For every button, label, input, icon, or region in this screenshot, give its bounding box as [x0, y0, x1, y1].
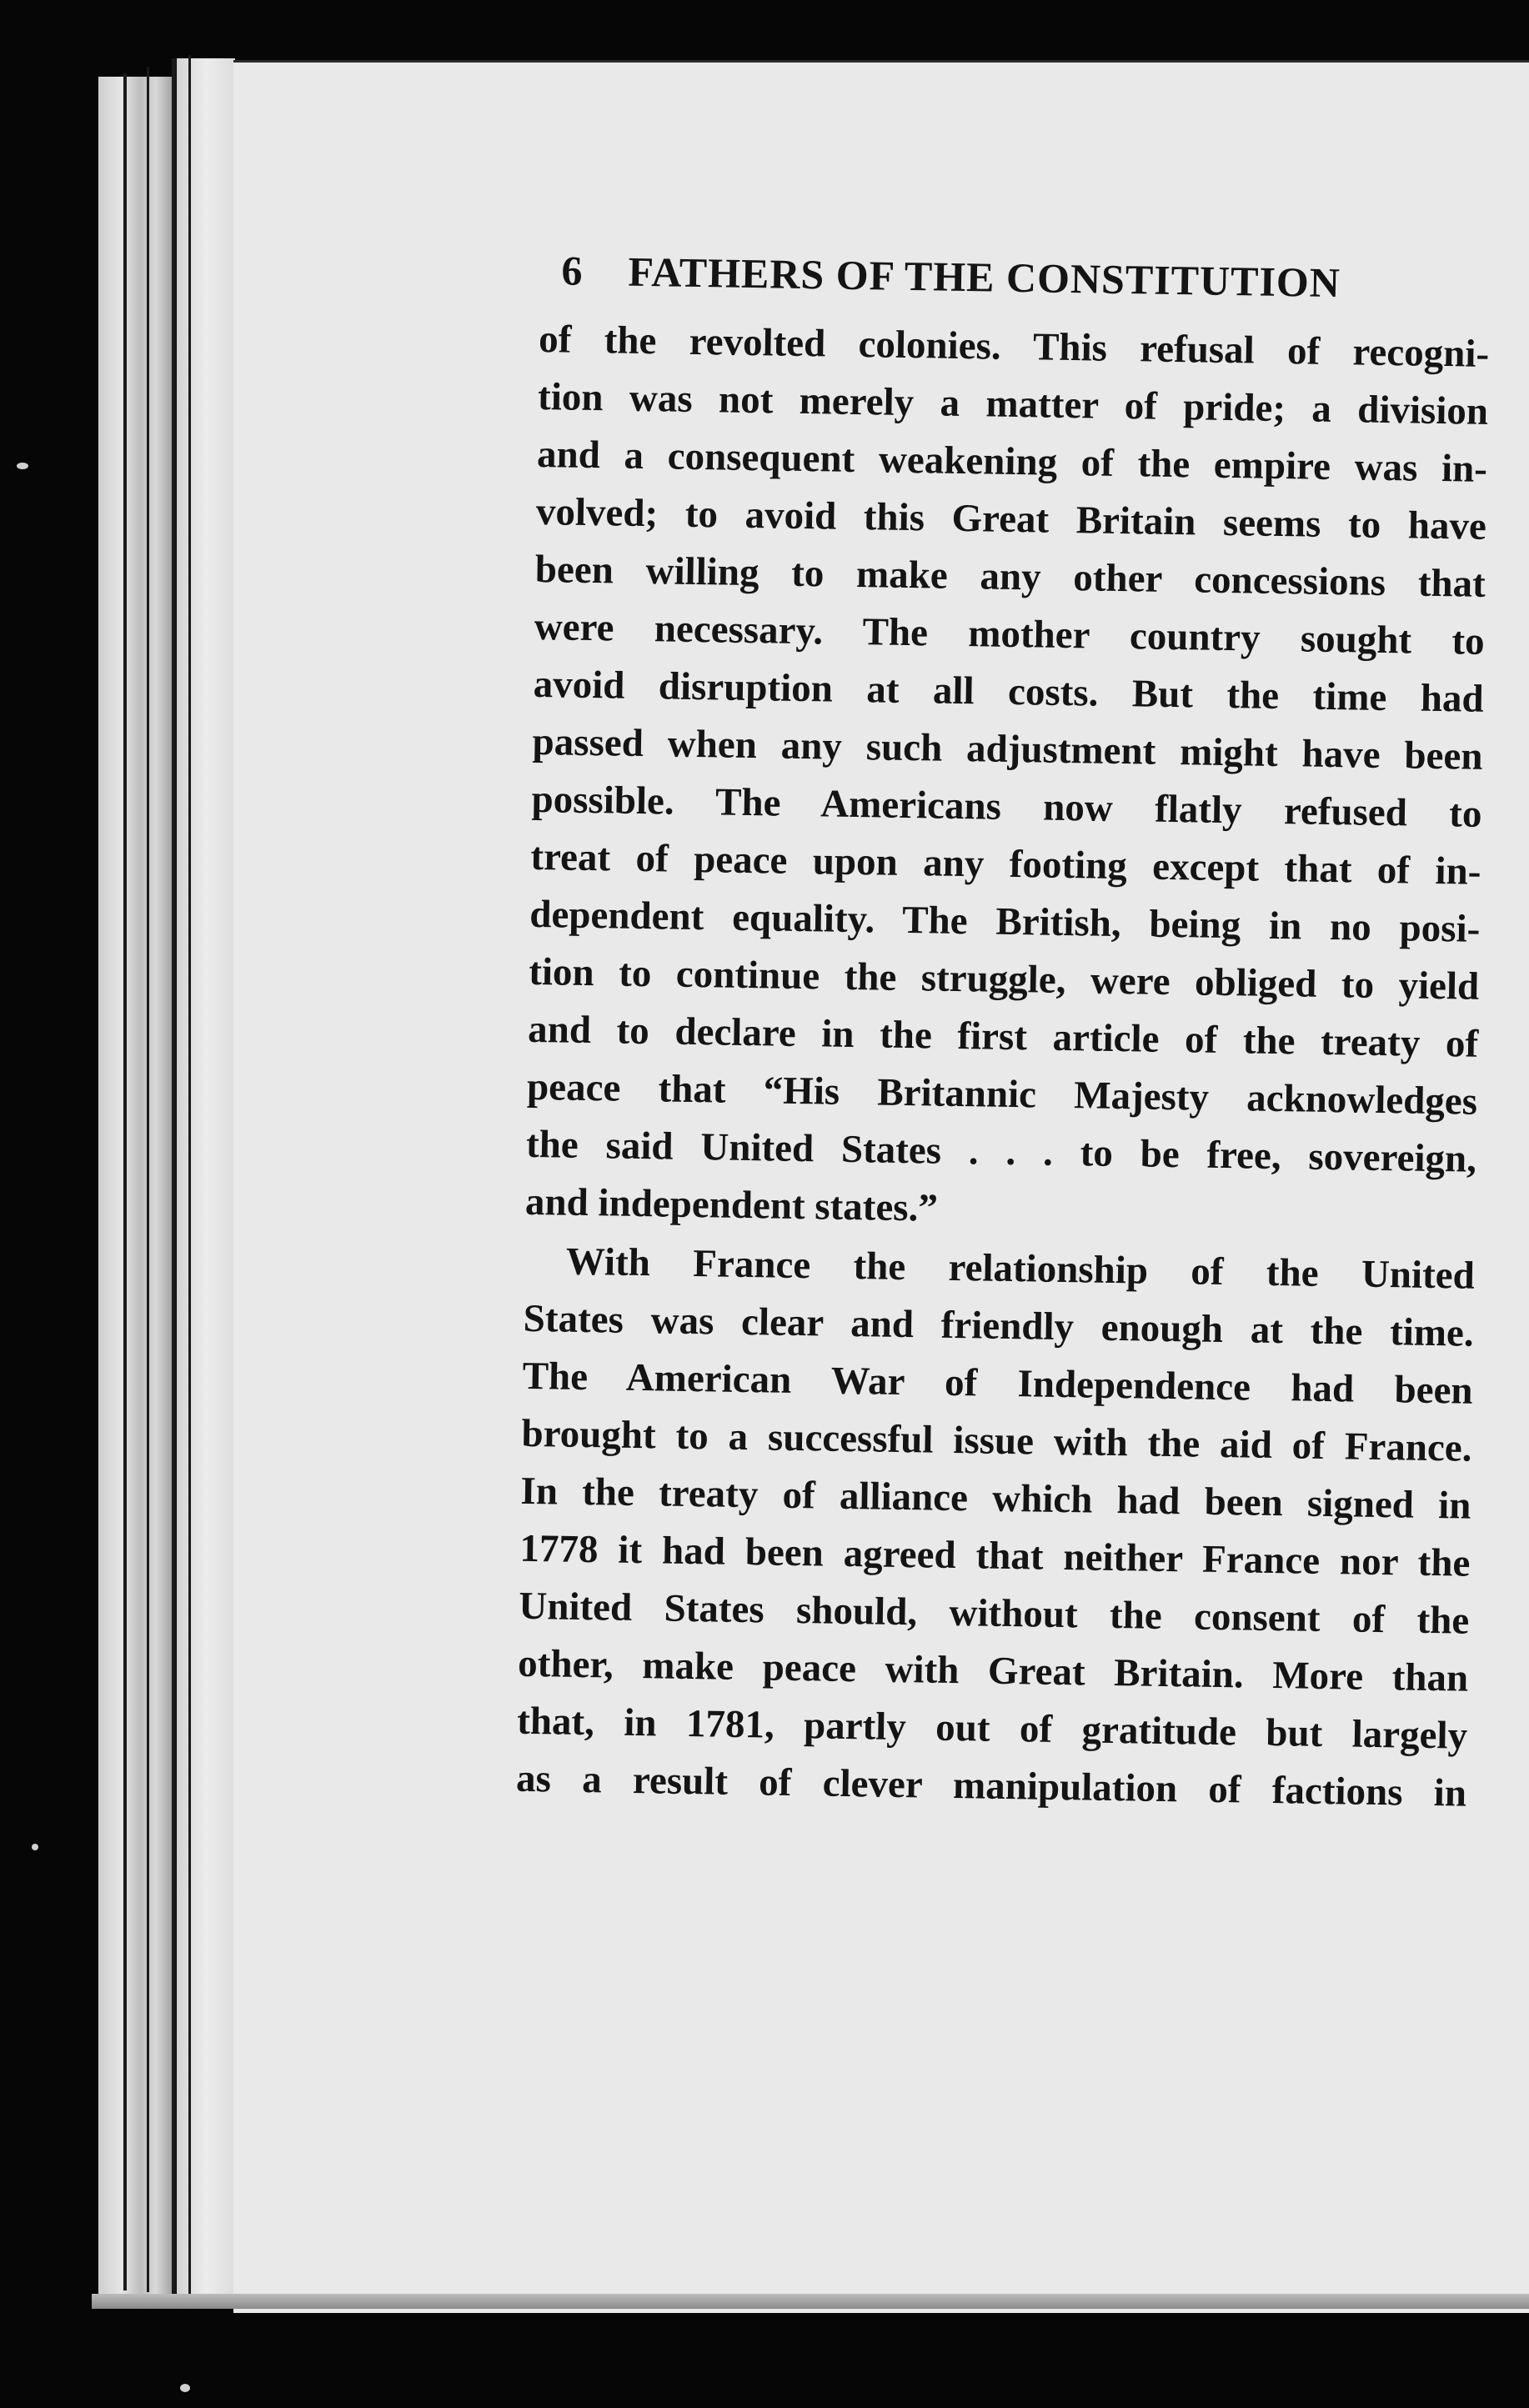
text-line: States was clear and friendly enough at the time. — [523, 1296, 1475, 1355]
text-line: peace that “His Britannic Majesty acknowledges — [526, 1064, 1478, 1124]
text-line: With France the relationship of the United — [565, 1239, 1476, 1298]
text-line: dependent equality. The British, being in no posi- — [529, 892, 1481, 951]
text-line: tion to continue the struggle, were obliged to yield — [528, 949, 1480, 1009]
paragraph-2 — [516, 1233, 1492, 1823]
text-line: that, in 1781, partly out of gratitude but largely — [516, 1699, 1468, 1758]
book-spine-edge — [98, 77, 175, 2294]
text-line: and a consequent weakening of the empire was in- — [536, 432, 1488, 491]
scan-speck — [180, 2384, 190, 2392]
text-line: treat of peace upon any footing except that of in- — [530, 834, 1481, 894]
text-line: and to declare in the first article of the treaty of — [527, 1007, 1479, 1066]
running-title: FATHERS OF THE CONSTITUTION — [628, 248, 1341, 307]
text-line: the said United States . . . to be free, sovereign, — [525, 1122, 1477, 1181]
scan-speck — [17, 463, 28, 469]
page-edge-strip — [177, 58, 235, 2300]
text-line: other, make peace with Great Britain. More than — [517, 1641, 1469, 1700]
text-line: tion was not merely a matter of pride; a division — [537, 374, 1489, 433]
text-line: of the revolted colonies. This refusal of recogni- — [538, 317, 1490, 376]
page-text — [516, 246, 1507, 1823]
text-line: avoid disruption at all costs. But the time had — [533, 662, 1485, 721]
text-line: been willing to make any other concessions that — [534, 547, 1486, 606]
text-line: 1778 it had been agreed that neither France nor the — [519, 1526, 1471, 1585]
text-line: The American War of Independence had been — [522, 1354, 1473, 1413]
page-number: 6 — [561, 247, 584, 294]
spine-line — [188, 55, 191, 2305]
spine-line — [123, 73, 127, 2290]
page-bottom-edge — [92, 2294, 1529, 2309]
text-line: possible. The Americans now flatly refused to — [531, 777, 1482, 836]
spine-line — [147, 67, 149, 2292]
text-line: were necessary. The mother country sought to — [534, 604, 1486, 663]
text-line: and independent states.” — [524, 1179, 939, 1230]
spine-line — [172, 58, 176, 2300]
text-line: passed when any such adjustment might have been — [532, 719, 1483, 778]
text-line: brought to a successful issue with the aid of France. — [521, 1411, 1472, 1470]
scan-speck — [32, 1844, 38, 1850]
text-line: United States should, without the consent of the — [518, 1584, 1470, 1643]
paragraph-1 — [524, 311, 1506, 1246]
text-line: as a result of clever manipulation of factions in — [515, 1756, 1467, 1815]
text-line: In the treaty of alliance which had been signed in — [520, 1469, 1471, 1528]
text-line: volved; to avoid this Great Britain seems to have — [535, 489, 1487, 548]
